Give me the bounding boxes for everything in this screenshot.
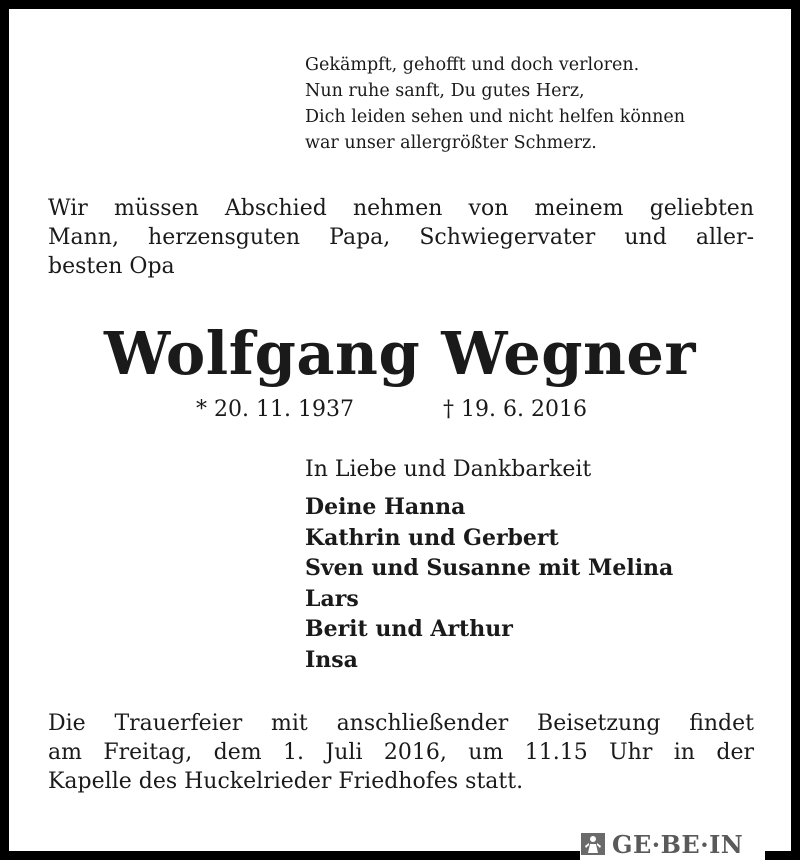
ceremony-line: Kapelle des Huckelrieder Friedhofes statt.	[48, 769, 524, 794]
intro-line: Mann, herzensguten Papa, Schwiegervater und aller-	[48, 225, 754, 250]
poem	[305, 52, 775, 156]
figure-icon	[580, 832, 606, 856]
birth-date: * 20. 11. 1937	[196, 397, 354, 422]
publisher-logo-text: GE·BE·IN	[612, 829, 744, 859]
mourner-name: Lars	[305, 585, 359, 612]
ceremony-paragraph	[48, 709, 754, 796]
mourner-name: Berit und Arthur	[305, 616, 513, 642]
mourners-intro: In Liebe und Dankbarkeit	[305, 457, 592, 482]
poem-line: war unser allergrößter Schmerz.	[305, 133, 597, 153]
death-date: † 19. 6. 2016	[443, 397, 587, 422]
intro-paragraph	[48, 194, 754, 281]
mourners-list	[305, 492, 673, 675]
intro-line: besten Opa	[48, 254, 175, 279]
ceremony-line: Die Trauerfeier mit anschließender Beisetzung findet	[48, 711, 754, 736]
mourner-name: Deine Hanna	[305, 494, 466, 520]
publisher-logo	[580, 828, 765, 860]
intro-line: Wir müssen Abschied nehmen von meinem geliebten	[48, 196, 754, 221]
mourner-name: Insa	[305, 646, 358, 673]
deceased-name: Wolfgang Wegner	[103, 319, 697, 388]
poem-line: Gekämpft, gehofft und doch verloren.	[305, 55, 640, 75]
mourner-name: Sven und Susanne mit Melina	[305, 555, 674, 581]
poem-line: Nun ruhe sanft, Du gutes Herz,	[305, 81, 585, 101]
mourner-name: Kathrin und Gerbert	[305, 524, 559, 551]
poem-line: Dich leiden sehen und nicht helfen können	[305, 107, 686, 127]
ceremony-line: am Freitag, dem 1. Juli 2016, um 11.15 Uhr in der	[48, 740, 754, 765]
